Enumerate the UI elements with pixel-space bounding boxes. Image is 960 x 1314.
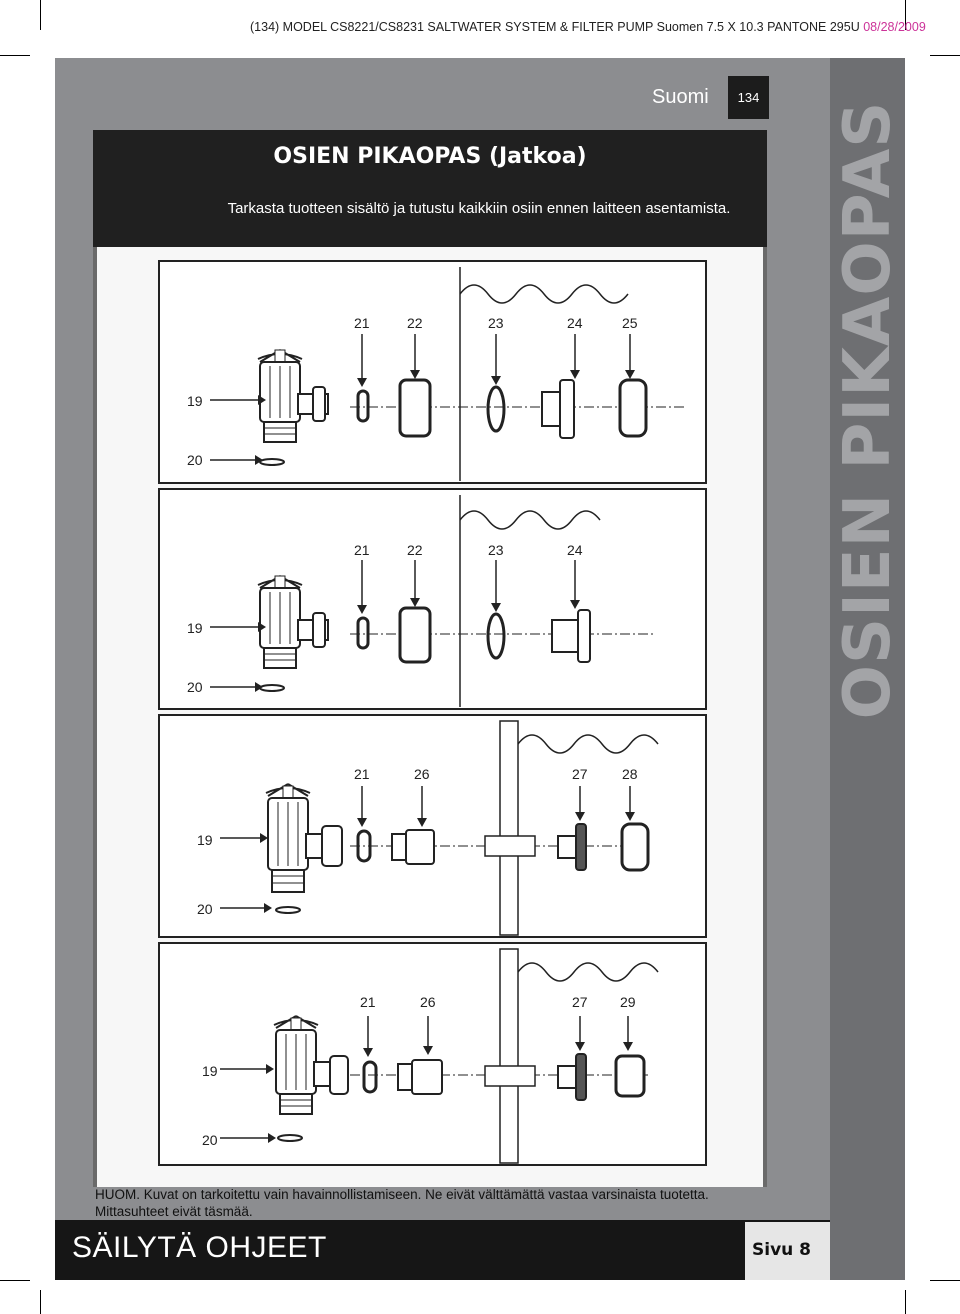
crop-mark	[40, 1290, 41, 1314]
part-label: 23	[488, 542, 504, 558]
part-label: 24	[567, 315, 583, 331]
part-label: 19	[202, 1063, 218, 1079]
valve-icon	[266, 784, 342, 913]
part-label: 24	[567, 542, 583, 558]
diagram-panel-2	[158, 488, 707, 710]
strainer-icon	[620, 380, 646, 436]
pool-wall	[500, 721, 518, 935]
o-ring-icon	[358, 391, 368, 421]
diagram-panel-3	[158, 714, 707, 938]
intro-text: Tarkasta tuotteen sisältö ja tutustu kaikkiin osiin ennen laitteen asentamista.	[227, 200, 731, 217]
valve-icon	[258, 350, 328, 465]
crop-mark	[905, 1290, 906, 1314]
title-box	[93, 130, 767, 247]
pool-wall	[500, 949, 518, 1163]
fitting-icon	[552, 620, 580, 652]
gasket-icon	[488, 614, 504, 658]
part-label: 22	[407, 315, 423, 331]
nut-icon	[400, 608, 430, 662]
part-label: 29	[620, 994, 636, 1010]
part-label: 22	[407, 542, 423, 558]
strainer-icon	[622, 824, 648, 870]
note-text: HUOM. Kuvat on tarkoitettu vain havainnollistamiseen. Ne eivät välttämättä vastaa varsinaista tuotetta. Mittasuhteet eivät täsmää.	[95, 1187, 709, 1219]
adapter-icon	[398, 1064, 412, 1090]
parts-diagram-2	[160, 490, 709, 712]
side-title: OSIEN PIKAOPAS	[831, 100, 905, 720]
nut-icon	[400, 380, 430, 436]
adapter-icon	[392, 834, 406, 860]
part-label: 21	[354, 315, 370, 331]
part-label: 20	[202, 1132, 218, 1148]
part-label: 27	[572, 994, 588, 1010]
part-label: 19	[187, 620, 203, 636]
footer-title: SÄILYTÄ OHJEET	[72, 1231, 327, 1264]
print-info: (134) MODEL CS8221/CS8231 SALTWATER SYSTEM & FILTER PUMP Suomen 7.5 X 10.3 PANTONE 295U	[250, 20, 860, 34]
page-number-badge: 134	[728, 76, 769, 119]
part-label: 25	[622, 315, 638, 331]
part-label: 19	[197, 832, 213, 848]
parts-diagram-1	[160, 262, 709, 486]
page-title: OSIEN PIKAOPAS (Jatkoa)	[273, 144, 587, 169]
part-label: 19	[187, 393, 203, 409]
gasket-icon	[488, 387, 504, 431]
diagram-panel-4	[158, 942, 707, 1166]
part-label: 26	[414, 766, 430, 782]
crop-mark	[930, 55, 960, 56]
part-label: 23	[488, 315, 504, 331]
o-ring-icon	[358, 618, 368, 648]
valve-icon	[258, 576, 328, 691]
language-label: Suomi	[652, 86, 709, 108]
cap-icon	[616, 1056, 644, 1096]
crop-mark	[0, 1280, 30, 1281]
wall-fitting-icon	[485, 836, 535, 856]
part-label: 20	[187, 452, 203, 468]
part-label: 21	[354, 542, 370, 558]
wall-fitting-icon	[485, 1066, 535, 1086]
crop-mark	[40, 0, 41, 30]
part-label: 28	[622, 766, 638, 782]
parts-diagram-3	[160, 716, 709, 940]
crop-mark	[0, 55, 30, 56]
part-label: 21	[360, 994, 376, 1010]
footer-page-number: Sivu 8	[752, 1240, 812, 1260]
valve-icon	[274, 1016, 348, 1141]
crop-mark	[930, 1280, 960, 1281]
part-label: 20	[187, 679, 203, 695]
part-label: 20	[197, 901, 213, 917]
o-ring-icon	[364, 1062, 376, 1092]
part-label: 26	[420, 994, 436, 1010]
parts-diagram-4	[160, 944, 709, 1168]
print-header	[250, 20, 926, 34]
diagram-panel-1	[158, 260, 707, 484]
part-label: 21	[354, 766, 370, 782]
part-label: 27	[572, 766, 588, 782]
print-date: 08/28/2009	[863, 20, 926, 34]
